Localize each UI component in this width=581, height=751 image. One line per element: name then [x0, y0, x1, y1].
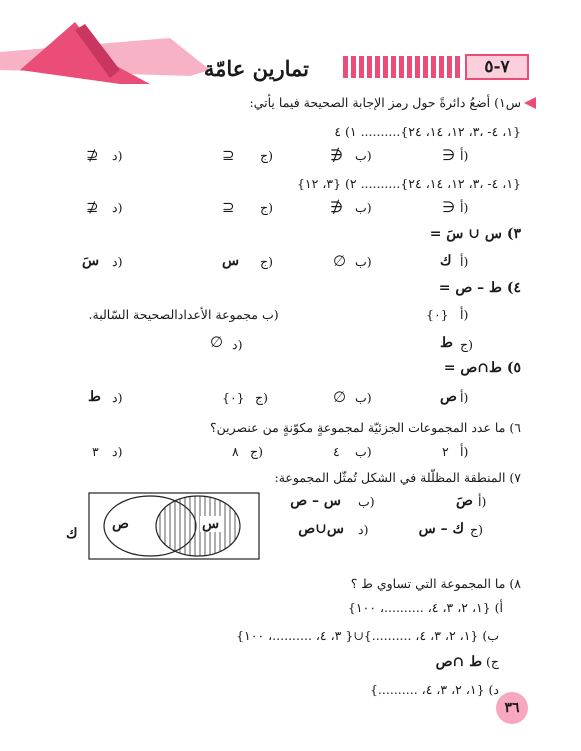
option-b-letter[interactable]: ب) [262, 307, 279, 322]
option-d-value: س∪ص [298, 521, 344, 537]
option-d-letter[interactable]: د) [112, 390, 123, 405]
instruction-arrow-icon [524, 97, 536, 109]
option-c-value: ٨ [232, 444, 239, 459]
question-3-stem: ٣) س ∪ سَ = [429, 226, 521, 242]
option-b[interactable] [236, 628, 499, 643]
question-1-stem: ١) ٤ ..........{٣، ١٢، ١٤، ٢٤، ‎-١، ٤} [334, 124, 521, 139]
option-c-letter[interactable]: ج) [260, 148, 273, 163]
option-a[interactable] [348, 600, 503, 615]
option-a-letter[interactable]: أ) [460, 390, 469, 405]
option-b-letter[interactable]: ب) [355, 390, 372, 405]
section-number: ٧-٥ [465, 54, 529, 80]
option-b-value: س – ص [290, 493, 341, 509]
venn-universe-label: ك [66, 526, 78, 542]
option-b-value: ∅ [333, 252, 347, 270]
option-a-letter[interactable]: أ) [478, 494, 487, 509]
option-b-value: ∅ [333, 388, 347, 406]
question-2-options [0, 200, 581, 222]
option-a-value: ص [440, 389, 457, 405]
option-b-value: مجموعة الأعدادالصحيحة السّالبة. [88, 307, 258, 322]
option-c-letter: ج) [486, 654, 499, 669]
option-d-value: ∅ [210, 333, 224, 351]
option-c-letter[interactable]: ج) [260, 254, 273, 269]
option-a-value: ك [440, 253, 452, 269]
header-decoration [0, 0, 581, 100]
option-c-value: ط [440, 335, 453, 351]
option-c-letter[interactable]: ج) [255, 390, 268, 405]
option-c-letter[interactable]: ج) [460, 337, 473, 352]
option-a-value: ∋ [442, 198, 456, 216]
option-a-value: ∋ [442, 146, 456, 164]
option-a-value: ٢ [442, 444, 449, 459]
option-a-letter: أ) [494, 600, 503, 615]
option-b-value: ٤ [333, 444, 340, 459]
option-c-value: {٠} [222, 390, 245, 405]
option-a-value: {١، ٢، ٣، ٤، ..........، ١٠٠} [347, 600, 491, 615]
question-5-options [0, 390, 581, 412]
page-title: تمارين عامّة [203, 56, 309, 81]
option-c-value: س [222, 253, 240, 269]
option-d-value: سَ [82, 253, 100, 269]
question-5-stem: ٥) ط∩ص = [443, 360, 521, 376]
question-8-options [0, 600, 581, 700]
question-7-options [0, 494, 581, 542]
question-6-options [0, 444, 581, 466]
option-d-value: ٣ [92, 444, 99, 459]
option-b-letter[interactable]: ب) [358, 494, 375, 509]
question-8-stem: ٨) ما المجموعة التي تساوي ط ؟ [350, 576, 521, 591]
option-c[interactable] [436, 654, 499, 670]
option-d-letter[interactable]: د) [112, 200, 123, 215]
option-b-letter[interactable]: ب) [355, 254, 372, 269]
option-c-letter[interactable]: ج) [260, 200, 273, 215]
option-b-letter[interactable]: ب) [355, 444, 372, 459]
instruction-text: س١) أضعُ دائرةً حول رمز الإجابة الصحيحة فيما يأتي: [249, 95, 521, 110]
option-d-letter[interactable]: د) [112, 254, 123, 269]
option-b-value: ∌ [330, 146, 344, 164]
option-d-value: ط [88, 389, 101, 405]
option-b-letter: ب) [482, 628, 499, 643]
option-d-letter[interactable]: د) [112, 148, 123, 163]
option-d[interactable] [370, 682, 499, 697]
option-c-value: ⊇ [222, 146, 235, 164]
page-number: ٣٦ [496, 692, 528, 724]
venn-left-label: ص [112, 516, 129, 532]
option-b-letter[interactable]: ب) [355, 200, 372, 215]
option-c-letter[interactable]: ج) [470, 522, 483, 537]
option-d-letter[interactable]: د) [112, 444, 123, 459]
option-a-letter[interactable]: أ) [460, 307, 469, 322]
venn-right-label: س [202, 516, 220, 532]
option-d-letter[interactable]: د) [358, 522, 369, 537]
question-6-stem: ٦) ما عدد المجموعات الجزئيّة لمجموعةٍ مكوّنةٍ من عنصرين؟ [210, 420, 521, 435]
option-a-value: {٠} [426, 307, 449, 322]
question-1-options [0, 148, 581, 170]
question-2-stem: ٢) {٣، ١٢} ..........{٣، ١٢، ١٤، ٢٤، ‎-١، ٤} [296, 176, 521, 191]
option-c-letter[interactable]: ج) [250, 444, 263, 459]
option-a-letter[interactable]: أ) [460, 254, 469, 269]
question-3-options [0, 254, 581, 276]
option-b-value: ∌ [330, 198, 344, 216]
option-a-letter[interactable]: أ) [460, 444, 469, 459]
option-a-letter[interactable]: أ) [460, 148, 469, 163]
option-a-value: صَ [456, 493, 473, 509]
option-d-value: {١، ٢، ٣، ٤، ..........} [369, 682, 485, 697]
option-a-letter[interactable]: أ) [460, 200, 469, 215]
section-stripe-bar [343, 56, 461, 78]
option-c-value: ط ∩ص [435, 654, 483, 670]
option-b-value: {١، ٢، ٣، ٤، ..........}∪{ ٣، ٤، ..........، ١٠٠} [236, 628, 479, 643]
option-b-letter[interactable]: ب) [355, 148, 372, 163]
option-c-value: ك – س [418, 521, 464, 537]
option-d-letter[interactable]: د) [232, 337, 243, 352]
question-7-stem: ٧) المنطقة المظلّلة في الشكل تُمثّل المجموعة: [274, 470, 521, 485]
question-4-stem: ٤) ط – ص = [438, 280, 521, 296]
option-d-value: ⊉ [86, 198, 99, 216]
option-c-value: ⊇ [222, 198, 235, 216]
question-4-options [0, 307, 581, 363]
option-d-letter: د) [488, 682, 499, 697]
option-d-value: ⊉ [86, 146, 99, 164]
